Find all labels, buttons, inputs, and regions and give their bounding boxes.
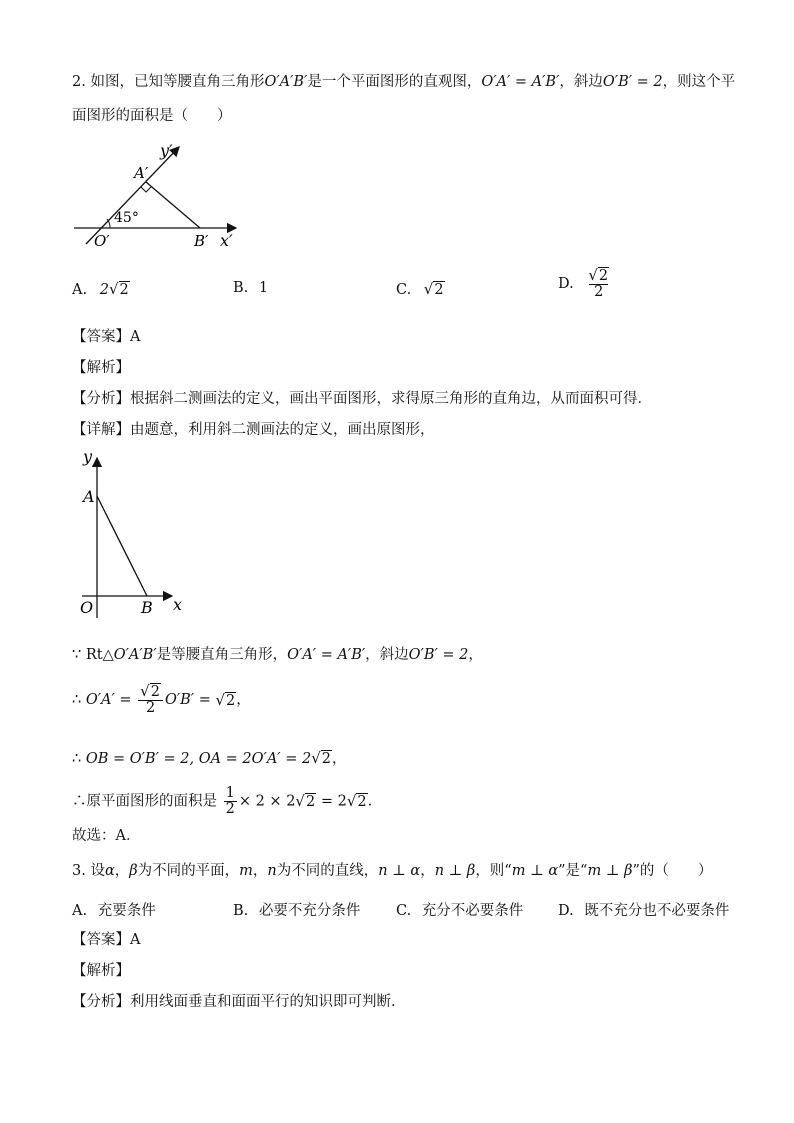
step2-end: ，	[236, 692, 251, 709]
step4-text: ∴原平面图形的面积是	[72, 793, 217, 810]
step3-radicand: 2	[321, 751, 331, 767]
step4-numerator: 1	[225, 785, 235, 801]
fenxi-tag: 【分析】	[72, 994, 130, 1010]
step2-radicand: 2	[226, 692, 236, 709]
q3-stem-e: ”是“	[558, 863, 588, 879]
q2-oblique-figure	[70, 140, 250, 252]
sqrt-symbol: √2	[295, 792, 316, 811]
answer-tag: 【答案】	[72, 329, 130, 345]
q2-option-b-letter: B.	[233, 280, 249, 296]
q3-option-a-text: 充要条件	[97, 903, 156, 919]
step4-end: .	[367, 793, 373, 810]
segment-a-b	[146, 182, 200, 228]
q3-n: n	[267, 863, 277, 879]
analysis-tag: 【解析】	[72, 360, 130, 376]
q3-stem-c: 为不同的直线，	[276, 863, 379, 879]
step1-triangle: O′A′B′	[113, 647, 157, 663]
q2-step-2	[72, 684, 251, 716]
step1-text-c: ，斜边	[365, 647, 409, 663]
q3-option-c-letter: C.	[396, 903, 412, 919]
q2-stem-text-a: 如图，已知等腰直角三角形	[90, 74, 265, 90]
sqrt-symbol: √2	[311, 749, 331, 767]
q2-original-figure	[74, 450, 194, 620]
analysis-tag: 【解析】	[72, 963, 130, 979]
q3-option-d-letter: D.	[558, 903, 574, 919]
step1-text-a: ∵ Rt△	[72, 647, 114, 663]
fig2-o-label: O	[80, 598, 94, 617]
fig2-b-label: B	[141, 598, 153, 617]
q3-m: m	[239, 863, 253, 879]
right-angle-mark	[141, 187, 151, 192]
q3-number: 3.	[72, 863, 86, 879]
q2-stem-text-c: ，斜边	[559, 74, 603, 90]
q3-option-b[interactable]	[233, 899, 360, 920]
q3-option-d[interactable]	[558, 899, 729, 920]
step2-mid: O′B′ =	[164, 692, 211, 709]
q3-option-c[interactable]	[396, 899, 523, 920]
q3-cond-1: n ⊥ α	[378, 863, 421, 879]
q2-option-a[interactable]	[72, 280, 130, 298]
fig1-x-label: x′	[220, 231, 233, 250]
q2-option-d-denominator: 2	[594, 284, 604, 301]
q2-option-b-value: 1	[258, 280, 269, 296]
q3-stem-a: 设	[90, 863, 105, 879]
sqrt-symbol: √2	[423, 280, 444, 298]
q2-option-c-letter: C.	[396, 282, 412, 298]
q3-option-c-text: 充分不必要条件	[421, 903, 524, 919]
answer-value: A	[130, 329, 141, 345]
fig1-b-label: B′	[194, 232, 209, 250]
step4-radicand-1: 2	[305, 794, 316, 811]
xiangjie-text: 由题意，利用斜二测画法的定义，画出原图形，	[130, 422, 435, 438]
q2-number: 2.	[72, 74, 86, 90]
q2-option-d[interactable]	[558, 268, 613, 300]
fig1-o-label: O′	[94, 232, 110, 250]
q3-cond-4: m ⊥ β	[587, 863, 633, 879]
q3-stem	[72, 861, 712, 881]
fig1-angle-label: 45°	[114, 210, 139, 226]
q2-answer	[72, 327, 140, 347]
q2-triangle-name: O′A′B′	[264, 74, 308, 90]
fig1-y-label: y′	[160, 141, 173, 160]
step2-fraction: $\frac{√2}{2}$	[138, 684, 163, 716]
sqrt-symbol: √2	[215, 690, 236, 709]
q2-analysis-heading	[72, 358, 130, 378]
q3-sep3: ，	[420, 863, 435, 879]
q2-stem-line2: 面图形的面积是（ ）	[72, 108, 232, 124]
q3-cond-2: n ⊥ β	[434, 863, 476, 879]
xiangjie-tag: 【详解】	[72, 422, 130, 438]
step3-end: ，	[331, 751, 347, 767]
q2-option-d-letter: D.	[558, 276, 574, 293]
q3-sep1: ，	[114, 863, 130, 879]
q3-option-d-text: 既不充分也不必要条件	[584, 903, 730, 919]
fig1-a-label: A′	[134, 164, 149, 182]
q3-fenxi	[72, 992, 396, 1012]
y-prime-axis	[86, 147, 179, 244]
q2-fenxi	[72, 389, 652, 409]
step4-eq: = 2	[320, 793, 347, 810]
sqrt-symbol: √2	[108, 280, 129, 298]
step1-equation-1: O′A′ = A′B′	[287, 647, 366, 663]
sqrt-symbol: √2	[346, 792, 367, 811]
q3-cond-3: m ⊥ α	[511, 863, 559, 879]
q2-stem-text-d: ，则这个平	[662, 74, 736, 90]
q2-option-d-radicand: 2	[598, 268, 609, 284]
step1-equation-2: O′B′ = 2	[408, 647, 469, 663]
q2-conclusion: 故选：A．	[72, 828, 141, 844]
fig2-y-label: y	[83, 450, 93, 466]
q2-step-3	[72, 748, 346, 769]
fig2-x-label: x	[173, 595, 183, 614]
step1-text-b: 是等腰直角三角形，	[156, 647, 288, 663]
q2-option-c-radicand: 2	[434, 282, 444, 298]
q3-stem-f: ”的（ ）	[632, 863, 713, 879]
step4-denominator: 2	[225, 801, 235, 818]
step2-frac-radicand: 2	[150, 684, 160, 700]
q2-equation-2: O′B′ = 2	[602, 74, 663, 90]
q3-stem-b: 为不同的平面，	[137, 863, 240, 879]
q3-option-b-text: 必要不充分条件	[258, 903, 361, 919]
fig2-a-label: A	[83, 487, 95, 506]
step4-radicand-2: 2	[357, 794, 367, 811]
step2-frac-denominator: 2	[145, 700, 156, 717]
step1-text-d: ，	[468, 647, 483, 663]
q2-option-d-fraction: $\frac{√2}{2}$	[586, 268, 611, 300]
q3-beta: β	[129, 863, 138, 879]
q2-stem-text-b: 是一个平面图形的直观图，	[307, 74, 482, 90]
q2-step-4	[72, 786, 372, 817]
answer-value: A	[130, 932, 141, 948]
q2-option-c[interactable]	[396, 280, 445, 298]
step2-therefore: ∴	[72, 692, 86, 709]
q3-sep2: ，	[252, 863, 268, 879]
answer-tag: 【答案】	[72, 932, 130, 948]
q2-option-a-coef: 2	[99, 282, 109, 298]
q3-option-b-letter: B.	[233, 903, 249, 919]
step2-lhs: O′A′ =	[85, 692, 132, 709]
step3-therefore: ∴	[72, 751, 86, 767]
fenxi-text: 利用线面垂直和面面平行的知识即可判断.	[130, 994, 396, 1010]
step4-mid: × 2 × 2	[238, 793, 296, 810]
q2-option-a-radicand: 2	[119, 282, 129, 298]
q2-equation-1: O′A′ = A′B′	[481, 74, 560, 90]
q3-stem-d: ，则“	[475, 863, 512, 879]
step3-equation: OB = O′B′ = 2, OA = 2O′A′ = 2	[85, 751, 312, 767]
step4-fraction	[224, 786, 237, 817]
q3-option-a[interactable]	[72, 899, 156, 920]
q2-xiangjie	[72, 420, 435, 440]
q3-option-a-letter: A.	[72, 903, 88, 919]
fenxi-text: 根据斜二测画法的定义，画出平面图形，求得原三角形的直角边，从而面积可得．	[130, 391, 652, 407]
q3-analysis-heading	[72, 961, 130, 981]
q2-stem-line1	[72, 72, 735, 92]
q3-answer	[72, 930, 140, 950]
segment-a-b	[97, 496, 147, 596]
q2-step-1	[72, 645, 483, 665]
fenxi-tag: 【分析】	[72, 391, 130, 407]
q3-alpha: α	[104, 863, 115, 879]
q2-option-b[interactable]	[233, 280, 268, 296]
q2-option-a-letter: A.	[72, 282, 88, 298]
